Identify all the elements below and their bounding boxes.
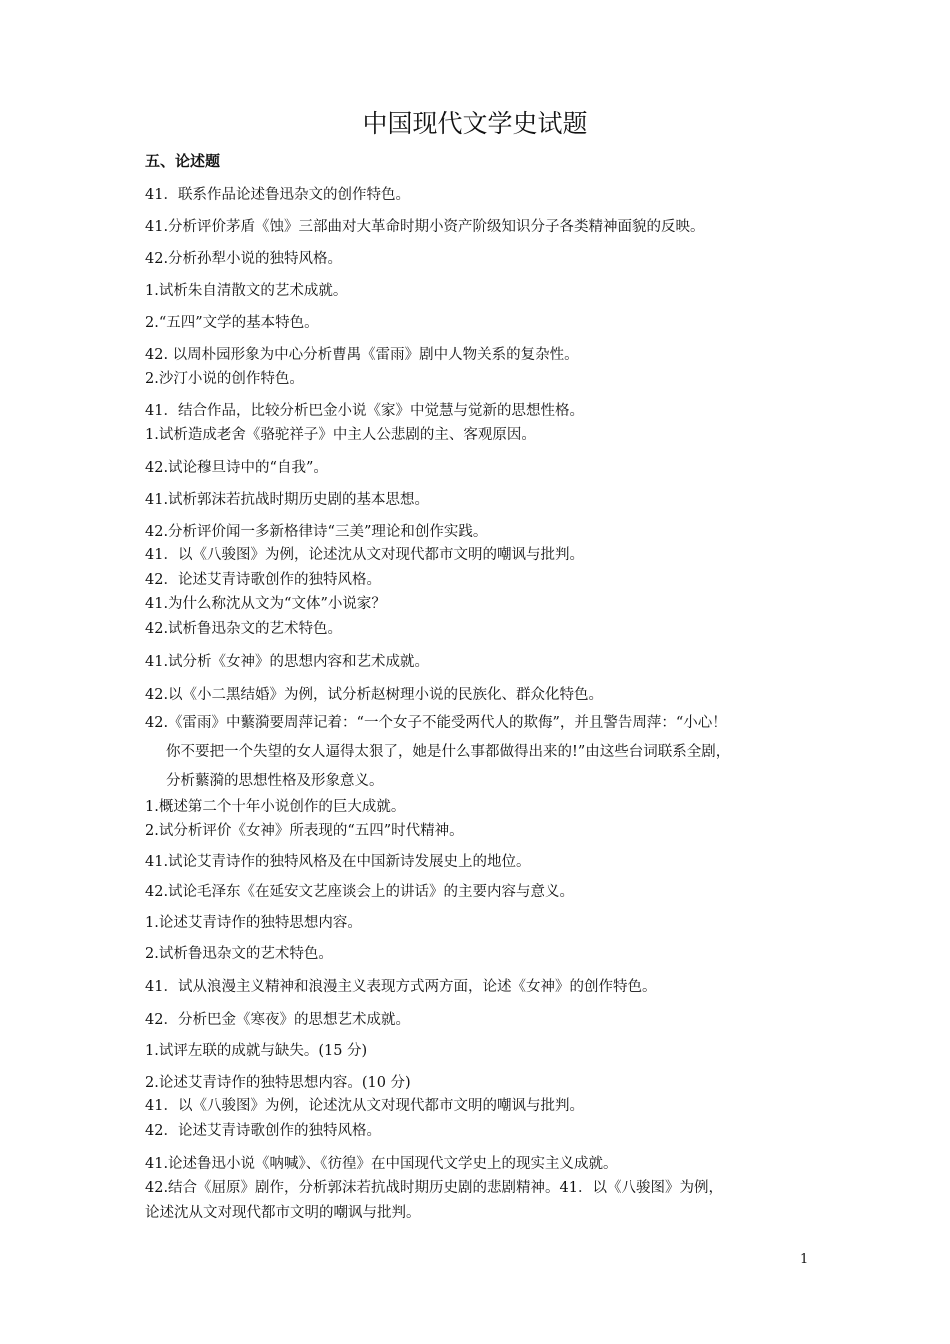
question-line: 42.结合《屈原》剧作，分析郭沫若抗战时期历史剧的悲剧精神。41．以《八骏图》为例， [145, 1180, 724, 1196]
question-line: 42.试论毛泽东《在延安文艺座谈会上的讲话》的主要内容与意义。 [145, 884, 575, 900]
question-line: 分析蘩漪的思想性格及形象意义。 [166, 773, 384, 789]
question-line: 42.以《小二黑结婚》为例，试分析赵树理小说的民族化、群众化特色。 [145, 687, 604, 703]
question-line: 41.为什么称沈从文为“文体”小说家？ [145, 596, 386, 612]
question-line: 论述沈从文对现代都市文明的嘲讽与批判。 [145, 1205, 421, 1221]
question-line: 1.试析朱自清散文的艺术成就。 [145, 283, 348, 299]
question-line: 42.分析评价闻一多新格律诗“三美”理论和创作实践。 [145, 524, 488, 540]
question-line: 2.沙汀小说的创作特色。 [145, 371, 304, 387]
question-line: 41.分析评价茅盾《蚀》三部曲对大革命时期小资产阶级知识分子各类精神面貌的反映。 [145, 219, 705, 235]
question-line: 1.试评左联的成就与缺失。(15 分) [145, 1043, 368, 1059]
question-line: 41．联系作品论述鲁迅杂文的创作特色。 [145, 187, 410, 203]
question-line: 41．结合作品，比较分析巴金小说《家》中觉慧与觉新的思想性格。 [145, 403, 584, 419]
question-line: 41．以《八骏图》为例，论述沈从文对现代都市文明的嘲讽与批判。 [145, 1098, 584, 1114]
page-number: 1 [800, 1252, 809, 1267]
section-heading: 五、论述题 [145, 152, 221, 170]
question-line: 1.概述第二个十年小说创作的巨大成就。 [145, 799, 406, 815]
question-line: 41.试分析《女神》的思想内容和艺术成就。 [145, 654, 430, 670]
question-line: 42. 以周朴园形象为中心分析曹禺《雷雨》剧中人物关系的复杂性。 [145, 347, 579, 363]
question-line: 42．分析巴金《寒夜》的思想艺术成就。 [145, 1012, 410, 1028]
question-line: 2.论述艾青诗作的独特思想内容。(10 分) [145, 1075, 411, 1091]
page-title: 中国现代文学史试题 [362, 109, 588, 138]
question-line: 1.试析造成老舍《骆驼祥子》中主人公悲剧的主、客观原因。 [145, 427, 536, 443]
question-line: 41.试论艾青诗作的独特风格及在中国新诗发展史上的地位。 [145, 854, 531, 870]
question-line: 2.试分析评价《女神》所表现的“五四”时代精神。 [145, 823, 464, 839]
question-line: 你不要把一个失望的女人逼得太狠了，她是什么事都做得出来的!”由这些台词联系全剧， [166, 744, 731, 760]
question-line: 41.论述鲁迅小说《呐喊》、《彷徨》在中国现代文学史上的现实主义成就。 [145, 1156, 618, 1172]
question-line: 42.试析鲁迅杂文的艺术特色。 [145, 621, 343, 637]
question-line: 42.分析孙犁小说的独特风格。 [145, 251, 343, 267]
question-line: 42.试论穆旦诗中的“自我”。 [145, 460, 328, 476]
question-line: 41.试析郭沫若抗战时期历史剧的基本思想。 [145, 492, 430, 508]
question-line: 41．试从浪漫主义精神和浪漫主义表现方式两方面，论述《女神》的创作特色。 [145, 979, 657, 995]
question-line: 2.试析鲁迅杂文的艺术特色。 [145, 946, 333, 962]
question-line: 42．论述艾青诗歌创作的独特风格。 [145, 1123, 381, 1139]
question-line: 2.“五四”文学的基本特色。 [145, 315, 319, 331]
question-line: 42．论述艾青诗歌创作的独特风格。 [145, 572, 381, 588]
question-line: 42.《雷雨》中蘩漪要周萍记着：“一个女子不能受两代人的欺侮”，并且警告周萍：“小心！ [145, 715, 727, 731]
question-line: 41．以《八骏图》为例，论述沈从文对现代都市文明的嘲讽与批判。 [145, 547, 584, 563]
question-line: 1.论述艾青诗作的独特思想内容。 [145, 915, 362, 931]
